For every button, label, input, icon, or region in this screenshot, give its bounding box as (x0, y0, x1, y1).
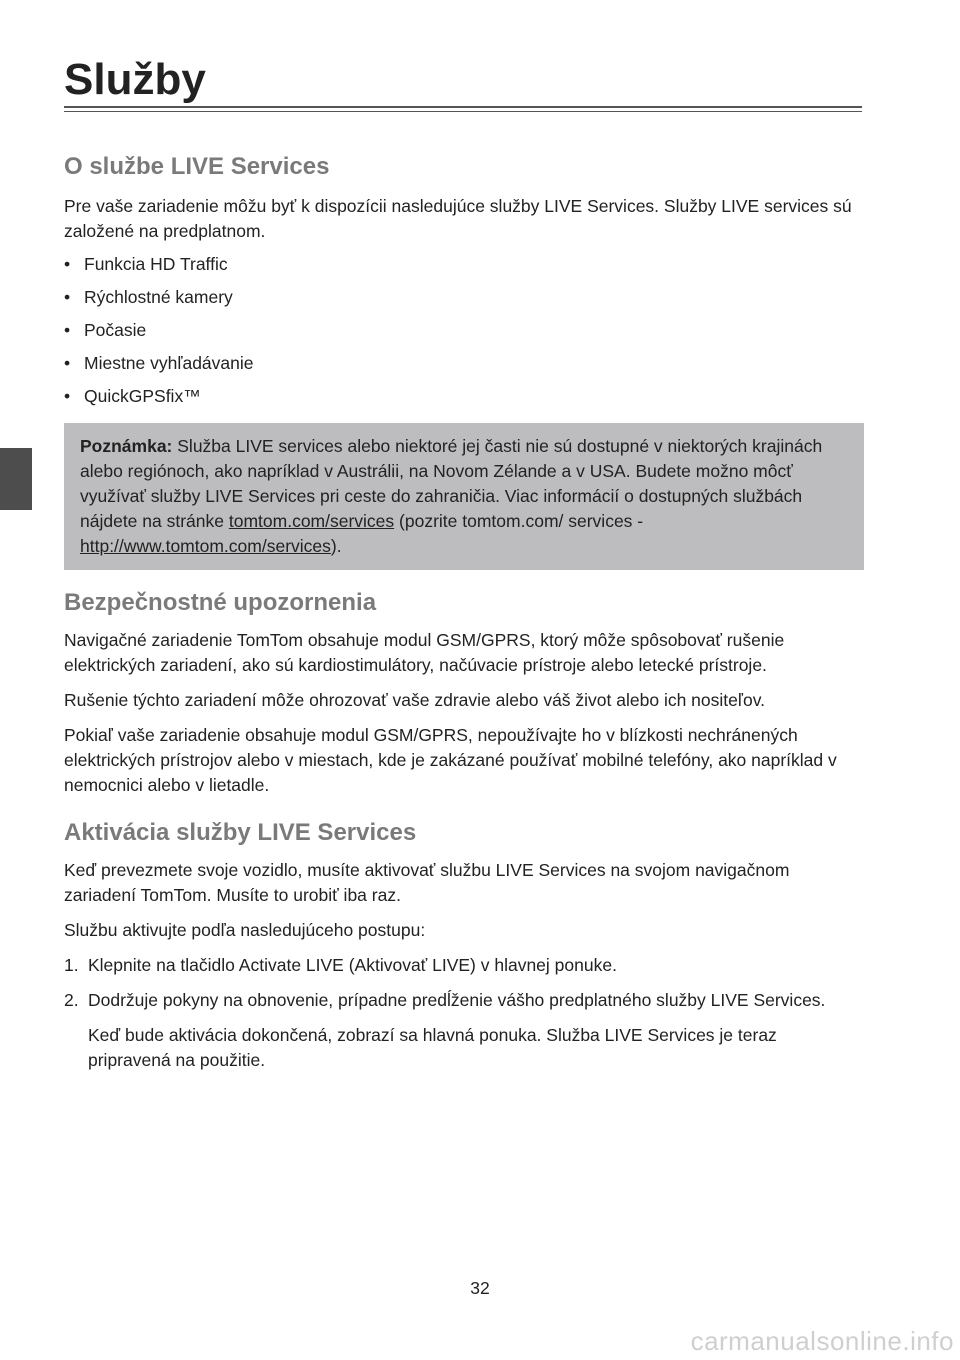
list-item (64, 252, 864, 277)
step-text: Dodržuje pokyny na obnovenie, prípadne predĺženie vášho predplatného služby LIVE Services. (88, 990, 826, 1010)
list-item-text: QuickGPSfix™ (84, 386, 201, 406)
note-box (64, 423, 864, 570)
page-title: Služby (64, 55, 206, 104)
list-item (64, 351, 864, 376)
note-text-between: (pozrite tomtom.com/ services - (394, 511, 644, 531)
safety-paragraph: Rušenie týchto zariadení môže ohrozovať vaše zdravie alebo váš život alebo ich nositeľov. (64, 690, 766, 710)
list-item-text: Počasie (84, 320, 147, 340)
list-item-text: Miestne vyhľadávanie (84, 353, 254, 373)
activation-steps (64, 953, 864, 1013)
step-item (64, 953, 864, 978)
heading-live-services: O službe LIVE Services (64, 153, 330, 180)
step-number: 1. (64, 955, 79, 975)
bullet-glyph: • (64, 320, 71, 340)
step-number: 2. (64, 990, 79, 1010)
bullet-glyph: • (64, 254, 71, 274)
activation-paragraph: Keď prevezmete svoje vozidlo, musíte aktivovať službu LIVE Services na svojom navigačnom zariadení TomTom. Musíte to urobiť iba raz. (64, 860, 790, 905)
services-url-link[interactable]: http://www.tomtom.com/services (80, 536, 331, 556)
list-item (64, 384, 864, 409)
services-link[interactable]: tomtom.com/services (228, 511, 395, 531)
chapter-side-tab (0, 448, 32, 510)
title-divider (64, 106, 862, 112)
list-item (64, 318, 864, 343)
bullet-glyph: • (64, 386, 71, 406)
list-item-text: Rýchlostné kamery (84, 287, 233, 307)
note-label: Poznámka: (80, 436, 173, 456)
list-item-text: Funkcia HD Traffic (84, 254, 228, 274)
heading-activation: Aktivácia služby LIVE Services (64, 819, 417, 846)
page-number: 32 (470, 1278, 490, 1298)
note-text-end: ). (330, 536, 342, 556)
watermark: carmanualsonline.info (690, 1326, 954, 1356)
live-intro: Pre vaše zariadenie môžu byť k dispozícii nasledujúce služby LIVE Services. Služby LIVE services sú založené na predplatnom. (64, 196, 852, 241)
heading-safety: Bezpečnostné upozornenia (64, 589, 377, 616)
bullet-glyph: • (64, 353, 71, 373)
safety-paragraph: Pokiaľ vaše zariadenie obsahuje modul GSM/GPRS, nepoužívajte ho v blízkosti nechránených elektrických prístrojov alebo v miestach, kde je zakázané používať mobilné telefóny, ako napríklad v nemocnici alebo v lietadle. (64, 725, 837, 795)
note-text: Služba LIVE services alebo niektoré jej časti nie sú dostupné v niektorých krajinách alebo regiónoch, ako napríklad v Austrálii, na Novom Zélande a v USA. Budete možno môcť využívať služby LIVE Services pri ceste do zahraničia. Viac informácií o dostupných službách nájdete na stránke (80, 436, 823, 531)
step-followup: Keď bude aktivácia dokončená, zobrazí sa hlavná ponuka. Služba LIVE Services je teraz pripravená na použitie. (88, 1025, 777, 1070)
page-content (64, 150, 864, 1073)
step-item (64, 988, 864, 1013)
step-text: Klepnite na tlačidlo Activate LIVE (Aktivovať LIVE) v hlavnej ponuke. (88, 955, 617, 975)
bullet-glyph: • (64, 287, 71, 307)
list-item (64, 285, 864, 310)
activation-paragraph: Službu aktivujte podľa nasledujúceho postupu: (64, 920, 426, 940)
live-services-list (64, 252, 864, 409)
safety-paragraph: Navigačné zariadenie TomTom obsahuje modul GSM/GPRS, ktorý môže spôsobovať rušenie elektrických zariadení, ako sú kardiostimulátory, načúvacie prístroje alebo letecké prístroje. (64, 630, 785, 675)
